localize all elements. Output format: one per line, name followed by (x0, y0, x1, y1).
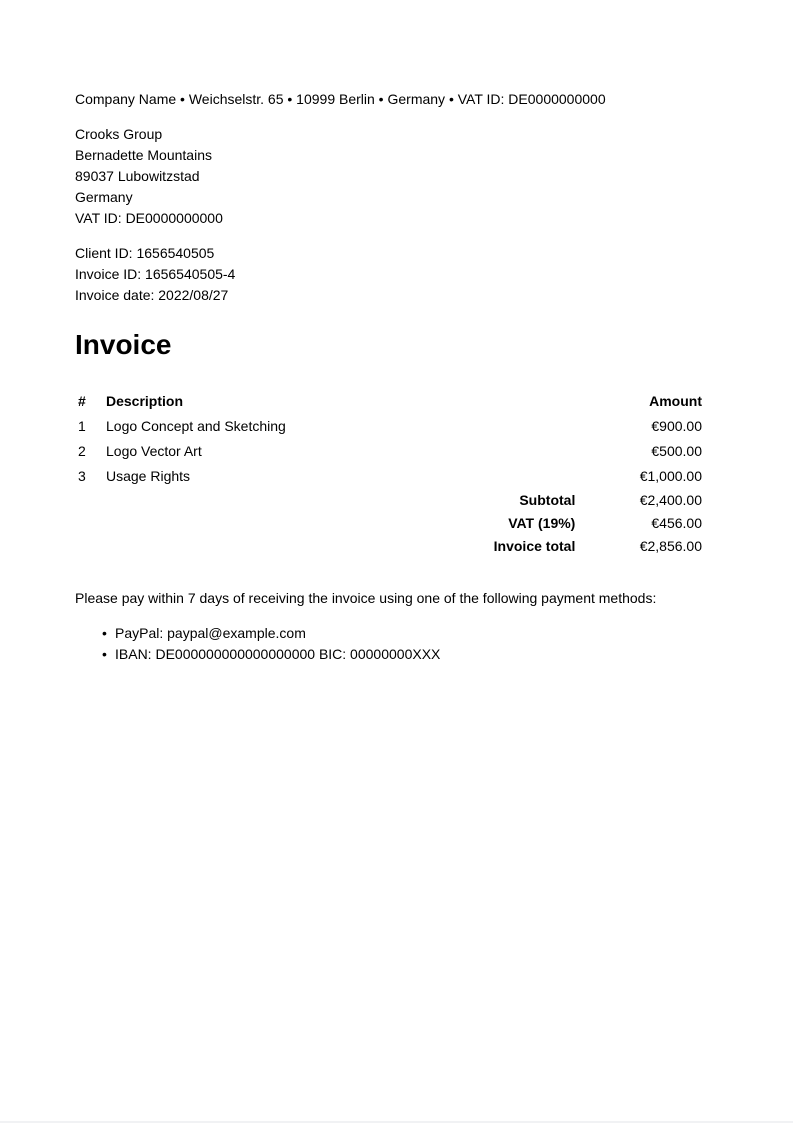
invoice-page (75, 89, 702, 665)
line-item-number: 3 (78, 468, 86, 484)
invoice-meta (75, 243, 702, 306)
table-row (75, 464, 702, 489)
payment-terms: Please pay within 7 days of receiving the invoice using one of the following payment methods: (75, 590, 657, 606)
line-item-description: Usage Rights (106, 468, 191, 484)
line-items-table (75, 389, 702, 558)
table-row (75, 414, 702, 439)
column-header-description: Description (106, 393, 184, 409)
vat-row (75, 512, 702, 535)
page-title: Invoice (75, 329, 172, 360)
invoice-total-value: €2,856.00 (639, 538, 702, 554)
recipient-vat-id: VAT ID: DE0000000000 (75, 210, 223, 226)
invoice-total-row (75, 535, 702, 558)
sender-address-line: Company Name • Weichselstr. 65 • 10999 Berlin • Germany • VAT ID: DE0000000000 (75, 91, 606, 107)
recipient-city: 89037 Lubowitzstad (75, 168, 200, 184)
recipient-street: Bernadette Mountains (75, 147, 212, 163)
recipient-address (75, 124, 702, 229)
line-item-amount: €500.00 (651, 443, 702, 459)
column-header-amount: Amount (649, 393, 702, 409)
bullet-icon: • (102, 625, 107, 641)
line-item-number: 1 (78, 418, 86, 434)
line-item-amount: €900.00 (651, 418, 702, 434)
line-item-description: Logo Concept and Sketching (106, 418, 286, 434)
table-row (75, 439, 702, 464)
recipient-country: Germany (75, 189, 133, 205)
line-item-description: Logo Vector Art (106, 443, 202, 459)
subtotal-label: Subtotal (519, 492, 576, 508)
payment-method-paypal (102, 623, 702, 644)
subtotal-row (75, 489, 702, 512)
payment-method-text: IBAN: DE000000000000000000 BIC: 00000000XXX (115, 646, 441, 662)
client-id: Client ID: 1656540505 (75, 245, 215, 261)
bullet-icon: • (102, 646, 107, 662)
invoice-total-label: Invoice total (493, 538, 576, 554)
vat-label: VAT (19%) (508, 515, 576, 531)
table-header-row (75, 389, 702, 414)
payment-method-text: PayPal: paypal@example.com (115, 625, 306, 641)
payment-methods-list (75, 623, 702, 665)
invoice-date: Invoice date: 2022/08/27 (75, 287, 229, 303)
payment-method-bank (102, 644, 702, 665)
invoice-id: Invoice ID: 1656540505-4 (75, 266, 236, 282)
line-item-number: 2 (78, 443, 86, 459)
recipient-name: Crooks Group (75, 126, 163, 142)
line-item-amount: €1,000.00 (639, 468, 702, 484)
column-header-number: # (78, 393, 86, 409)
subtotal-value: €2,400.00 (639, 492, 702, 508)
vat-value: €456.00 (651, 515, 702, 531)
